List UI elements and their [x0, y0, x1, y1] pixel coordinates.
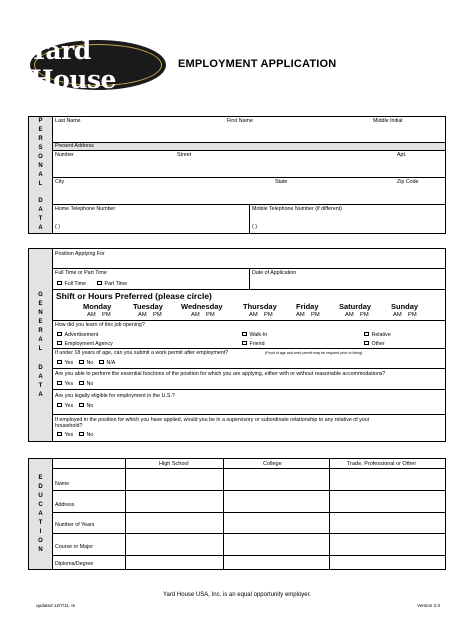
date-of-application-label: Date of Application: [252, 270, 297, 276]
day-monday: Monday: [83, 302, 112, 311]
education-row-years[interactable]: Number of Years: [53, 513, 445, 534]
shift-row: [53, 290, 445, 321]
high-school-header: High School: [159, 461, 189, 467]
home-phone-label: Home Telephone Number: [55, 206, 116, 212]
day-wednesday: Wednesday: [181, 302, 223, 311]
thursday-pm[interactable]: PM: [264, 312, 273, 318]
college-header: College: [263, 461, 282, 467]
walk-in-option[interactable]: Walk-In: [242, 332, 267, 338]
part-time-option[interactable]: Part Time: [97, 281, 127, 287]
essential-no-checkbox[interactable]: [79, 381, 84, 386]
city-label: City: [55, 179, 65, 185]
updated-note: updated 12/7/11. ts: [36, 603, 75, 608]
thursday-am[interactable]: AM: [249, 312, 258, 318]
middle-initial-label: Middle Initial: [373, 118, 403, 124]
employment-agency-option[interactable]: Employment Agency: [57, 341, 113, 347]
walk-in-checkbox[interactable]: [242, 332, 247, 337]
full-time-option[interactable]: Full Time: [57, 281, 86, 287]
ft-pt-row: [53, 269, 445, 290]
eligible-no-checkbox[interactable]: [79, 403, 84, 408]
relative-checkbox[interactable]: [364, 332, 369, 337]
eligible-row: [53, 390, 445, 415]
under18-na-checkbox[interactable]: [99, 360, 104, 365]
other-option[interactable]: Other: [364, 341, 385, 347]
version-note: Version 2.0: [417, 603, 440, 608]
essential-yes-checkbox[interactable]: [57, 381, 62, 386]
learn-question: How did you learn of this job opening?: [55, 322, 145, 328]
day-thursday: Thursday: [243, 302, 277, 311]
zip-label: Zip Code: [397, 179, 419, 185]
other-checkbox[interactable]: [364, 341, 369, 346]
learn-row: [53, 321, 445, 349]
employment-agency-checkbox[interactable]: [57, 341, 62, 346]
state-label: State: [275, 179, 288, 185]
tuesday-am[interactable]: AM: [138, 312, 147, 318]
under18-na[interactable]: N/A: [99, 360, 115, 366]
relative-option[interactable]: Relative: [364, 332, 391, 338]
full-time-checkbox[interactable]: [57, 281, 62, 286]
education-row-address[interactable]: Address: [53, 491, 445, 513]
relationship-yes-checkbox[interactable]: [57, 432, 62, 437]
under18-no-checkbox[interactable]: [79, 360, 84, 365]
education-section: [28, 458, 446, 570]
monday-pm[interactable]: PM: [102, 312, 111, 318]
advertisement-checkbox[interactable]: [57, 332, 62, 337]
education-row-diploma[interactable]: Diploma/Degree: [53, 556, 445, 570]
eligible-yes-checkbox[interactable]: [57, 403, 62, 408]
name-row[interactable]: [53, 117, 445, 143]
number-label: Number: [55, 152, 74, 158]
eligible-yes[interactable]: Yes: [57, 403, 73, 409]
page-title: EMPLOYMENT APPLICATION: [178, 58, 337, 70]
under18-no[interactable]: No: [79, 360, 93, 366]
eligible-no[interactable]: No: [79, 403, 93, 409]
position-row[interactable]: [53, 249, 445, 269]
day-sunday: Sunday: [391, 302, 419, 311]
relationship-row: [53, 415, 445, 442]
general-data-section: [28, 248, 446, 442]
essential-yes[interactable]: Yes: [57, 381, 73, 387]
under18-question: If under 18 years of age, can you submit a work permit after employment?: [55, 350, 229, 356]
apt-label: Apt.: [397, 152, 407, 158]
personal-data-section: [28, 116, 446, 234]
relationship-question-line1: If employed in the position for which you have applied, would you be in a supervisory or subordinate relationship to any relative of your: [55, 417, 370, 423]
position-label: Position Applying For: [55, 251, 105, 257]
phone-row[interactable]: [53, 205, 445, 234]
logo-text: Yard House: [30, 36, 116, 94]
trade-header: Trade, Professional or Other: [347, 461, 417, 467]
first-name-label: First Name: [227, 118, 253, 124]
present-address-header: Present Address: [53, 143, 445, 151]
under18-yes-checkbox[interactable]: [57, 360, 62, 365]
friend-checkbox[interactable]: [242, 341, 247, 346]
day-tuesday: Tuesday: [133, 302, 163, 311]
wednesday-am[interactable]: AM: [191, 312, 200, 318]
friday-am[interactable]: AM: [296, 312, 305, 318]
address-row[interactable]: [53, 151, 445, 178]
relationship-question-line2: household?: [55, 423, 83, 429]
essential-row: [53, 369, 445, 390]
essential-question: Are you able to perform the essential functions of the position for which you are applying, either with or without reasonable accommodations?: [55, 371, 386, 377]
under18-yes[interactable]: Yes: [57, 360, 73, 366]
under18-row: [53, 349, 445, 369]
shift-title: Shift or Hours Preferred (please circle): [56, 291, 212, 301]
saturday-pm[interactable]: PM: [360, 312, 369, 318]
last-name-label: Last Name: [55, 118, 81, 124]
yard-house-logo: [30, 36, 166, 94]
sunday-am[interactable]: AM: [393, 312, 402, 318]
essential-no[interactable]: No: [79, 381, 93, 387]
relationship-no[interactable]: No: [79, 432, 93, 438]
under18-note: (Proof of age and work permit may be required prior to hiring): [265, 351, 363, 355]
street-label: Street: [177, 152, 192, 158]
ft-pt-label: Full Time or Part Time: [55, 270, 107, 276]
advertisement-option[interactable]: Advertisement: [57, 332, 98, 338]
friday-pm[interactable]: PM: [311, 312, 320, 318]
wednesday-pm[interactable]: PM: [206, 312, 215, 318]
education-sidebar: E D U C A T I O N: [29, 459, 53, 569]
education-row-course[interactable]: Course or Major: [53, 534, 445, 556]
friend-option[interactable]: Friend: [242, 341, 265, 347]
day-friday: Friday: [296, 302, 319, 311]
tuesday-pm[interactable]: PM: [153, 312, 162, 318]
education-header-row: [53, 459, 445, 469]
home-phone-field[interactable]: ( ): [55, 224, 60, 230]
saturday-am[interactable]: AM: [345, 312, 354, 318]
education-row-name[interactable]: Name: [53, 469, 445, 491]
mobile-phone-field[interactable]: ( ): [252, 224, 257, 230]
general-data-sidebar: G E N E R A L D A T A: [29, 249, 53, 441]
monday-am[interactable]: AM: [87, 312, 96, 318]
mobile-phone-label: Mobile Telephone Number (if different): [252, 206, 342, 212]
relationship-yes[interactable]: Yes: [57, 432, 73, 438]
personal-data-sidebar: P E R S O N A L D A T A: [29, 117, 53, 233]
sunday-pm[interactable]: PM: [408, 312, 417, 318]
part-time-checkbox[interactable]: [97, 281, 102, 286]
day-saturday: Saturday: [339, 302, 372, 311]
city-row[interactable]: [53, 178, 445, 205]
relationship-no-checkbox[interactable]: [79, 432, 84, 437]
eligible-question: Are you legally eligible for employment in the U.S.?: [55, 393, 175, 399]
eeo-statement: Yard House USA, Inc. is an equal opportunity employer.: [163, 592, 311, 598]
